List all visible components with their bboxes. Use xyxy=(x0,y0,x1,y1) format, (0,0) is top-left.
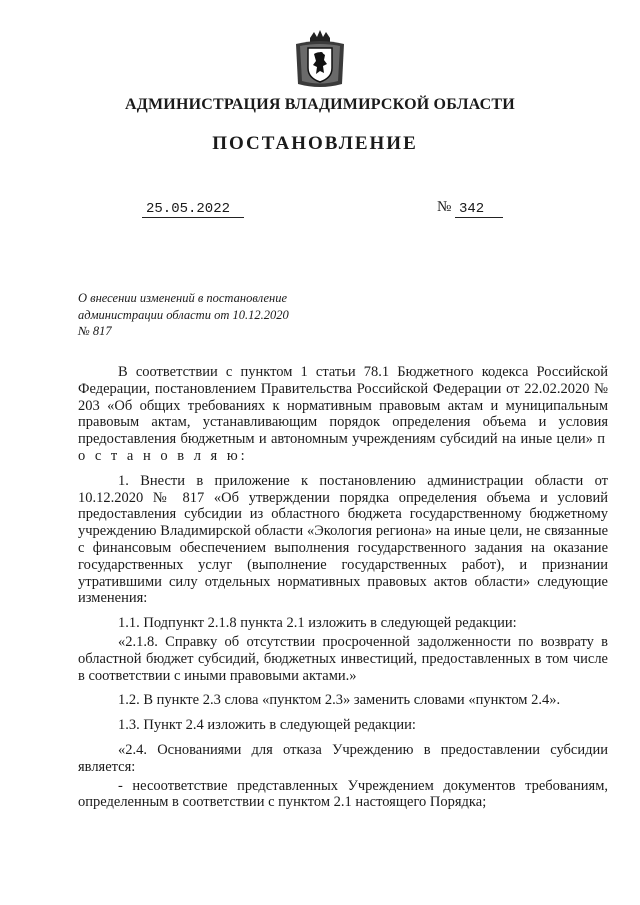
org-title: АДМИНИСТРАЦИЯ ВЛАДИМИРСКОЙ ОБЛАСТИ xyxy=(125,96,515,113)
subject-line: администрации области от 10.12.2020 xyxy=(78,307,289,322)
subject-line: № 817 xyxy=(78,324,112,338)
decree-body xyxy=(78,364,608,819)
paragraph-2-4: «2.4. Основаниями для отказа Учреждению в предоставлении субсидии является: xyxy=(78,741,608,775)
paragraph-1-2: 1.2. В пункте 2.3 слова «пунктом 2.3» заменить словами «пунктом 2.4». xyxy=(118,692,561,709)
paragraph-1: 1. Внести в приложение к постановлению администрации области от 10.12.2020 № 817 «Об утверждении порядка определения объема и условий предоставления субсидии из областного бюджета государственному бюджетному учреждению Владимирской области «Экология региона» на иные цели, не связанные с финансовым обеспечением выполнения государственного задания на оказание государственных услуг (выполнение государственных работ), и признании утратившими силу отдельных нормативных правовых актов области» следующие изменения: xyxy=(78,472,608,607)
decree-date: 25.05.2022 xyxy=(142,201,244,218)
coat-of-arms-icon xyxy=(290,28,350,90)
doc-type-title: ПОСТАНОВЛЕНИЕ xyxy=(212,133,418,154)
preamble-paragraph xyxy=(78,364,608,465)
subject-line: О внесении изменений в постановление xyxy=(78,291,288,305)
number-label: № xyxy=(437,199,452,215)
preamble-text: В соответствии с пунктом 1 статьи 78.1 Бюджетного кодекса Российской Федерации, постановлением Правительства Российской Федерации от 22.02.2020 № 203 «Об общих требованиях к нормативным правовым актам и муниципальным правовым актам, устанавливающим порядок определения объема и условия предоставления бюджетным и автономным учреждениям субсидий на иные цели» xyxy=(78,364,608,448)
decree-number: 342 xyxy=(455,201,503,218)
paragraph-1-1: 1.1. Подпункт 2.1.8 пункта 2.1 изложить в следующей редакции: xyxy=(118,615,517,632)
decree-subject xyxy=(78,290,318,340)
paragraph-1-3: 1.3. Пункт 2.4 изложить в следующей редакции: xyxy=(118,717,416,734)
paragraph-1-1-text: «2.1.8. Справку об отсутствии просроченной задолженности по возврату в областной бюджет субсидий, бюджетных инвестиций, предоставленных в том числе в соответствии с иными правовыми актами.» xyxy=(78,633,608,684)
decree-word: п о с т а н о в л я ю: xyxy=(78,431,609,464)
paragraph-2-4-item-1: - несоответствие представленных Учреждением документов требованиям, определенным в соответствии с пунктом 2.1 настоящего Порядка; xyxy=(78,777,608,811)
